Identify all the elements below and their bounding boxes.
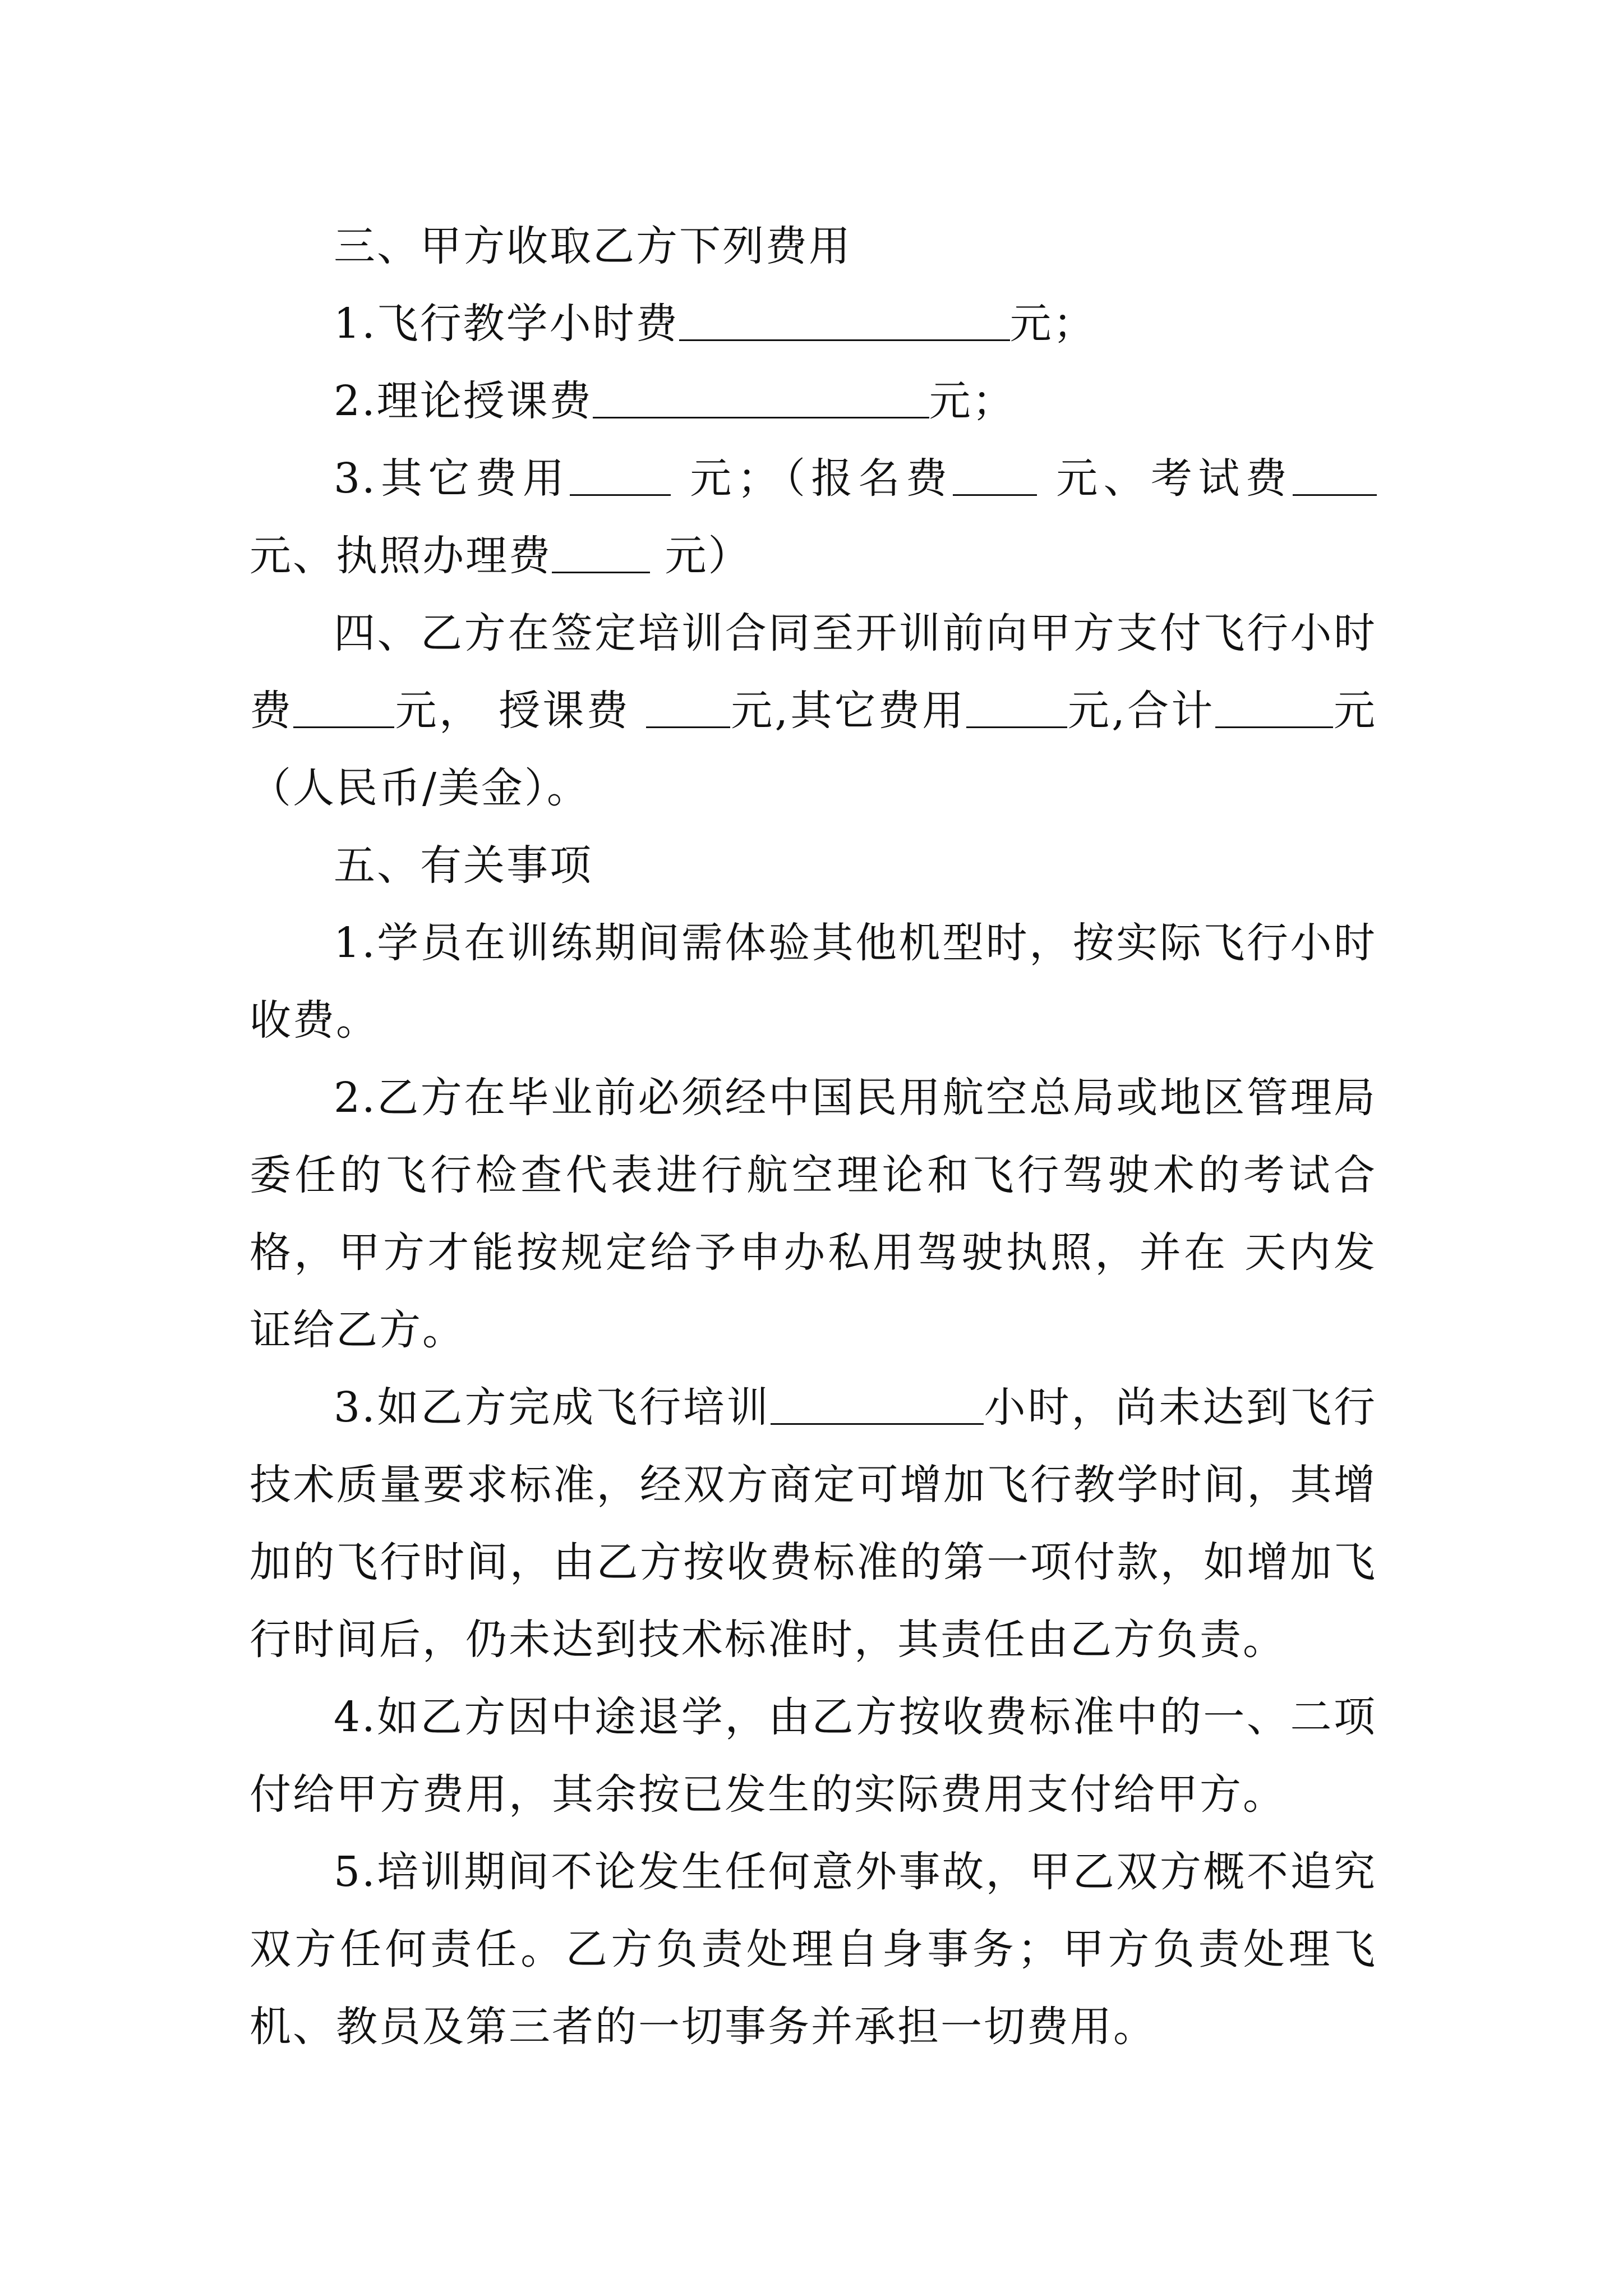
exam-fee-blank [1293,453,1377,496]
section-4-part-3: 元,其它费用 [730,687,966,735]
fee-item-2-label: 2.理论授课费 [334,377,593,425]
section-5-item-5 [250,1833,1377,2065]
total-fee-blank [1215,685,1333,728]
section-3-title-text: 三、甲方收取乙方下列费用 [334,222,852,270]
fee-item-1-unit: 元； [1009,300,1096,348]
section-5-item-3 [250,1369,1377,1678]
lecture-fee-blank [646,685,730,728]
section-5-item-4 [250,1678,1377,1833]
flight-hour-fee-blank [293,685,394,728]
section-5-title [250,827,1377,904]
other-fee-blank [966,685,1067,728]
section-5-item-1-text: 1.学员在训练期间需体验其他机型时，按实际飞行小时收费。 [250,919,1377,1045]
section-5-item-1 [250,904,1377,1059]
fee-item-2 [250,362,1377,440]
fee-item-1 [250,285,1377,362]
fee-item-3 [250,440,1377,595]
fee-item-3-unit: 元；（报名费 [690,454,953,503]
license-fee-blank [552,530,650,573]
license-fee-label: 执照办理费 [336,532,552,580]
section-5-item-4-text: 4.如乙方因中途退学，由乙方按收费标准中的一、二项付给甲方费用，其余按已发生的实际费用支付给甲方。 [250,1693,1377,1819]
document-body [250,208,1377,2065]
fee-item-3-label: 3.其它费用 [334,454,570,503]
section-5-item-3-part-1: 3.如乙方完成飞行培训 [334,1383,771,1432]
section-4-part-1: 四、乙方在签定培训合同至开训前向甲方支付飞行小时费 [250,609,1377,735]
fee-item-1-blank [679,298,1010,341]
section-4-part-5: 元（人民币/美金）。 [250,687,1377,812]
fee-item-1-label: 1.飞行教学小时费 [334,300,679,348]
exam-fee-unit: 元、 [250,532,336,580]
exam-fee-label: 元、考试费 [1056,454,1293,503]
section-3-title [250,208,1377,285]
section-4-paragraph [250,595,1377,827]
section-5-item-2-text: 2.乙方在毕业前必须经中国民用航空总局或地区管理局委任的飞行检查代表进行航空理论和飞行驾驶术的考试合格，甲方才能按规定给予申办私用驾驶执照，并在 天内发证给乙方。 [250,1074,1377,1354]
section-5-title-text: 五、有关事项 [334,841,593,890]
section-4-part-2: 元， 授课费 [394,687,646,735]
fee-item-3-blank [570,453,671,496]
section-4-part-4: 元,合计 [1067,687,1215,735]
section-5-item-2 [250,1059,1377,1369]
section-5-item-3-part-2: 小时，尚未达到飞行技术质量要求标准，经双方商定可增加飞行教学时间，其增加的飞行时间，由乙方按收费标准的第一项付款，如增加飞行时间后，仍未达到技术标准时，其责任由乙方负责。 [250,1383,1377,1664]
registration-fee-blank [953,453,1037,496]
training-hours-blank [771,1382,984,1425]
fee-item-2-unit: 元； [929,377,1016,425]
section-5-item-5-text: 5.培训期间不论发生任何意外事故，甲乙双方概不追究双方任何责任。乙方负责处理自身事务；甲方负责处理飞机、教员及第三者的一切事务并承担一切费用。 [250,1848,1377,2051]
fee-item-2-blank [593,375,929,418]
license-fee-unit: 元） [665,532,751,580]
